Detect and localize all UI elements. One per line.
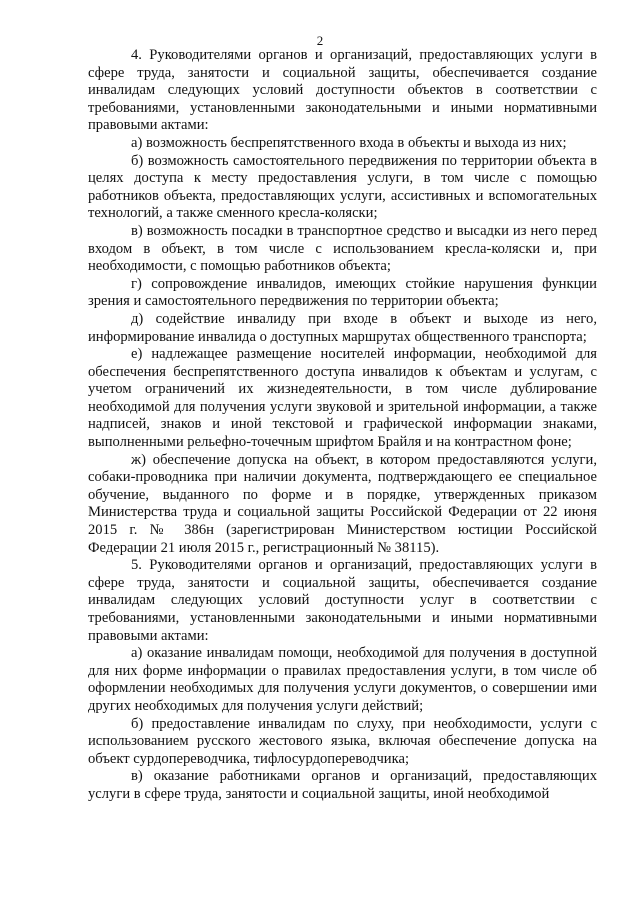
paragraph-4g: г) сопровождение инвалидов, имеющих стойкие нарушения функции зрения и самостоятельного передвижения по территории объекта; xyxy=(88,275,597,310)
paragraph-4-intro: 4. Руководителями органов и организаций, предоставляющих услуги в сфере труда, занятости и социальной защиты, обеспечивается создание инвалидам следующих условий доступности объектов в соответствии с требованиями, установленными законодательными и иными нормативными правовыми актами: xyxy=(88,47,597,134)
page-number: 2 xyxy=(316,33,324,48)
paragraph-5a: а) оказание инвалидам помощи, необходимой для получения в доступной для них форме информации о правилах предоставления услуги, в том числе об оформлении необходимых для получения услуги документов, о совершении ими других необходимых для получения услуги действий; xyxy=(88,645,597,714)
paragraph-5v: в) оказание работниками органов и организаций, предоставляющих услуги в сфере труда, занятости и социальной защиты, иной необходимой xyxy=(88,768,597,802)
paragraph-4e: е) надлежащее размещение носителей информации, необходимой для обеспечения беспрепятственного доступа инвалидов к объектам и услугам, с учетом ограничений их жизнедеятельности, в том числе дублирование необходимой для получения услуги звуковой и зрительной информации, а также надписей, знаков и иной текстовой и графической информации знаками, выполненными рельефно-точечным шрифтом Брайля и на контрастном фоне; xyxy=(88,346,597,451)
paragraph-4b: б) возможность самостоятельного передвижения по территории объекта в целях доступа к месту предоставления услуги, в том числе с помощью работников объекта, предоставляющих услуги, ассистивных и вспомогательных технологий, а также сменного кресла-коляски; xyxy=(88,152,597,222)
paragraph-4zh: ж) обеспечение допуска на объект, в котором предоставляются услуги, собаки-проводника при наличии документа, подтверждающего ее специальное обучение, выданного по форме и в порядке, утвержденных приказом Министерства труда и социальной защиты Российской Федерации от 22 июня 2015 г. № 386н (зарегистрирован Министерством юстиции Российской Федерации 21 июля 2015 г., регистрационный № 38115). xyxy=(88,451,597,556)
paragraph-5b: б) предоставление инвалидам по слуху, при необходимости, услуги с использованием русского жестового языка, включая обеспечение допуска на объект сурдопереводчика, тифлосурдопереводчика; xyxy=(88,715,597,767)
paragraph-4v: в) возможность посадки в транспортное средство и высадки из него перед входом в объект, в том числе с использованием кресла-коляски и, при необходимости, с помощью работников объекта; xyxy=(88,222,597,275)
paragraph-4a: а) возможность беспрепятственного входа в объекты и выхода из них; xyxy=(131,134,567,151)
paragraph-5-intro: 5. Руководителями органов и организаций, предоставляющих услуги в сфере труда, занятости и социальной защиты, обеспечивается создание инвалидам следующих условий доступности услуг в соответствии с требованиями, установленными законодательными и иными нормативными правовыми актами: xyxy=(88,557,597,644)
paragraph-4d: д) содействие инвалиду при входе в объект и выходе из него, информирование инвалида о доступных маршрутах общественного транспорта; xyxy=(88,310,597,345)
document-body xyxy=(88,47,597,804)
